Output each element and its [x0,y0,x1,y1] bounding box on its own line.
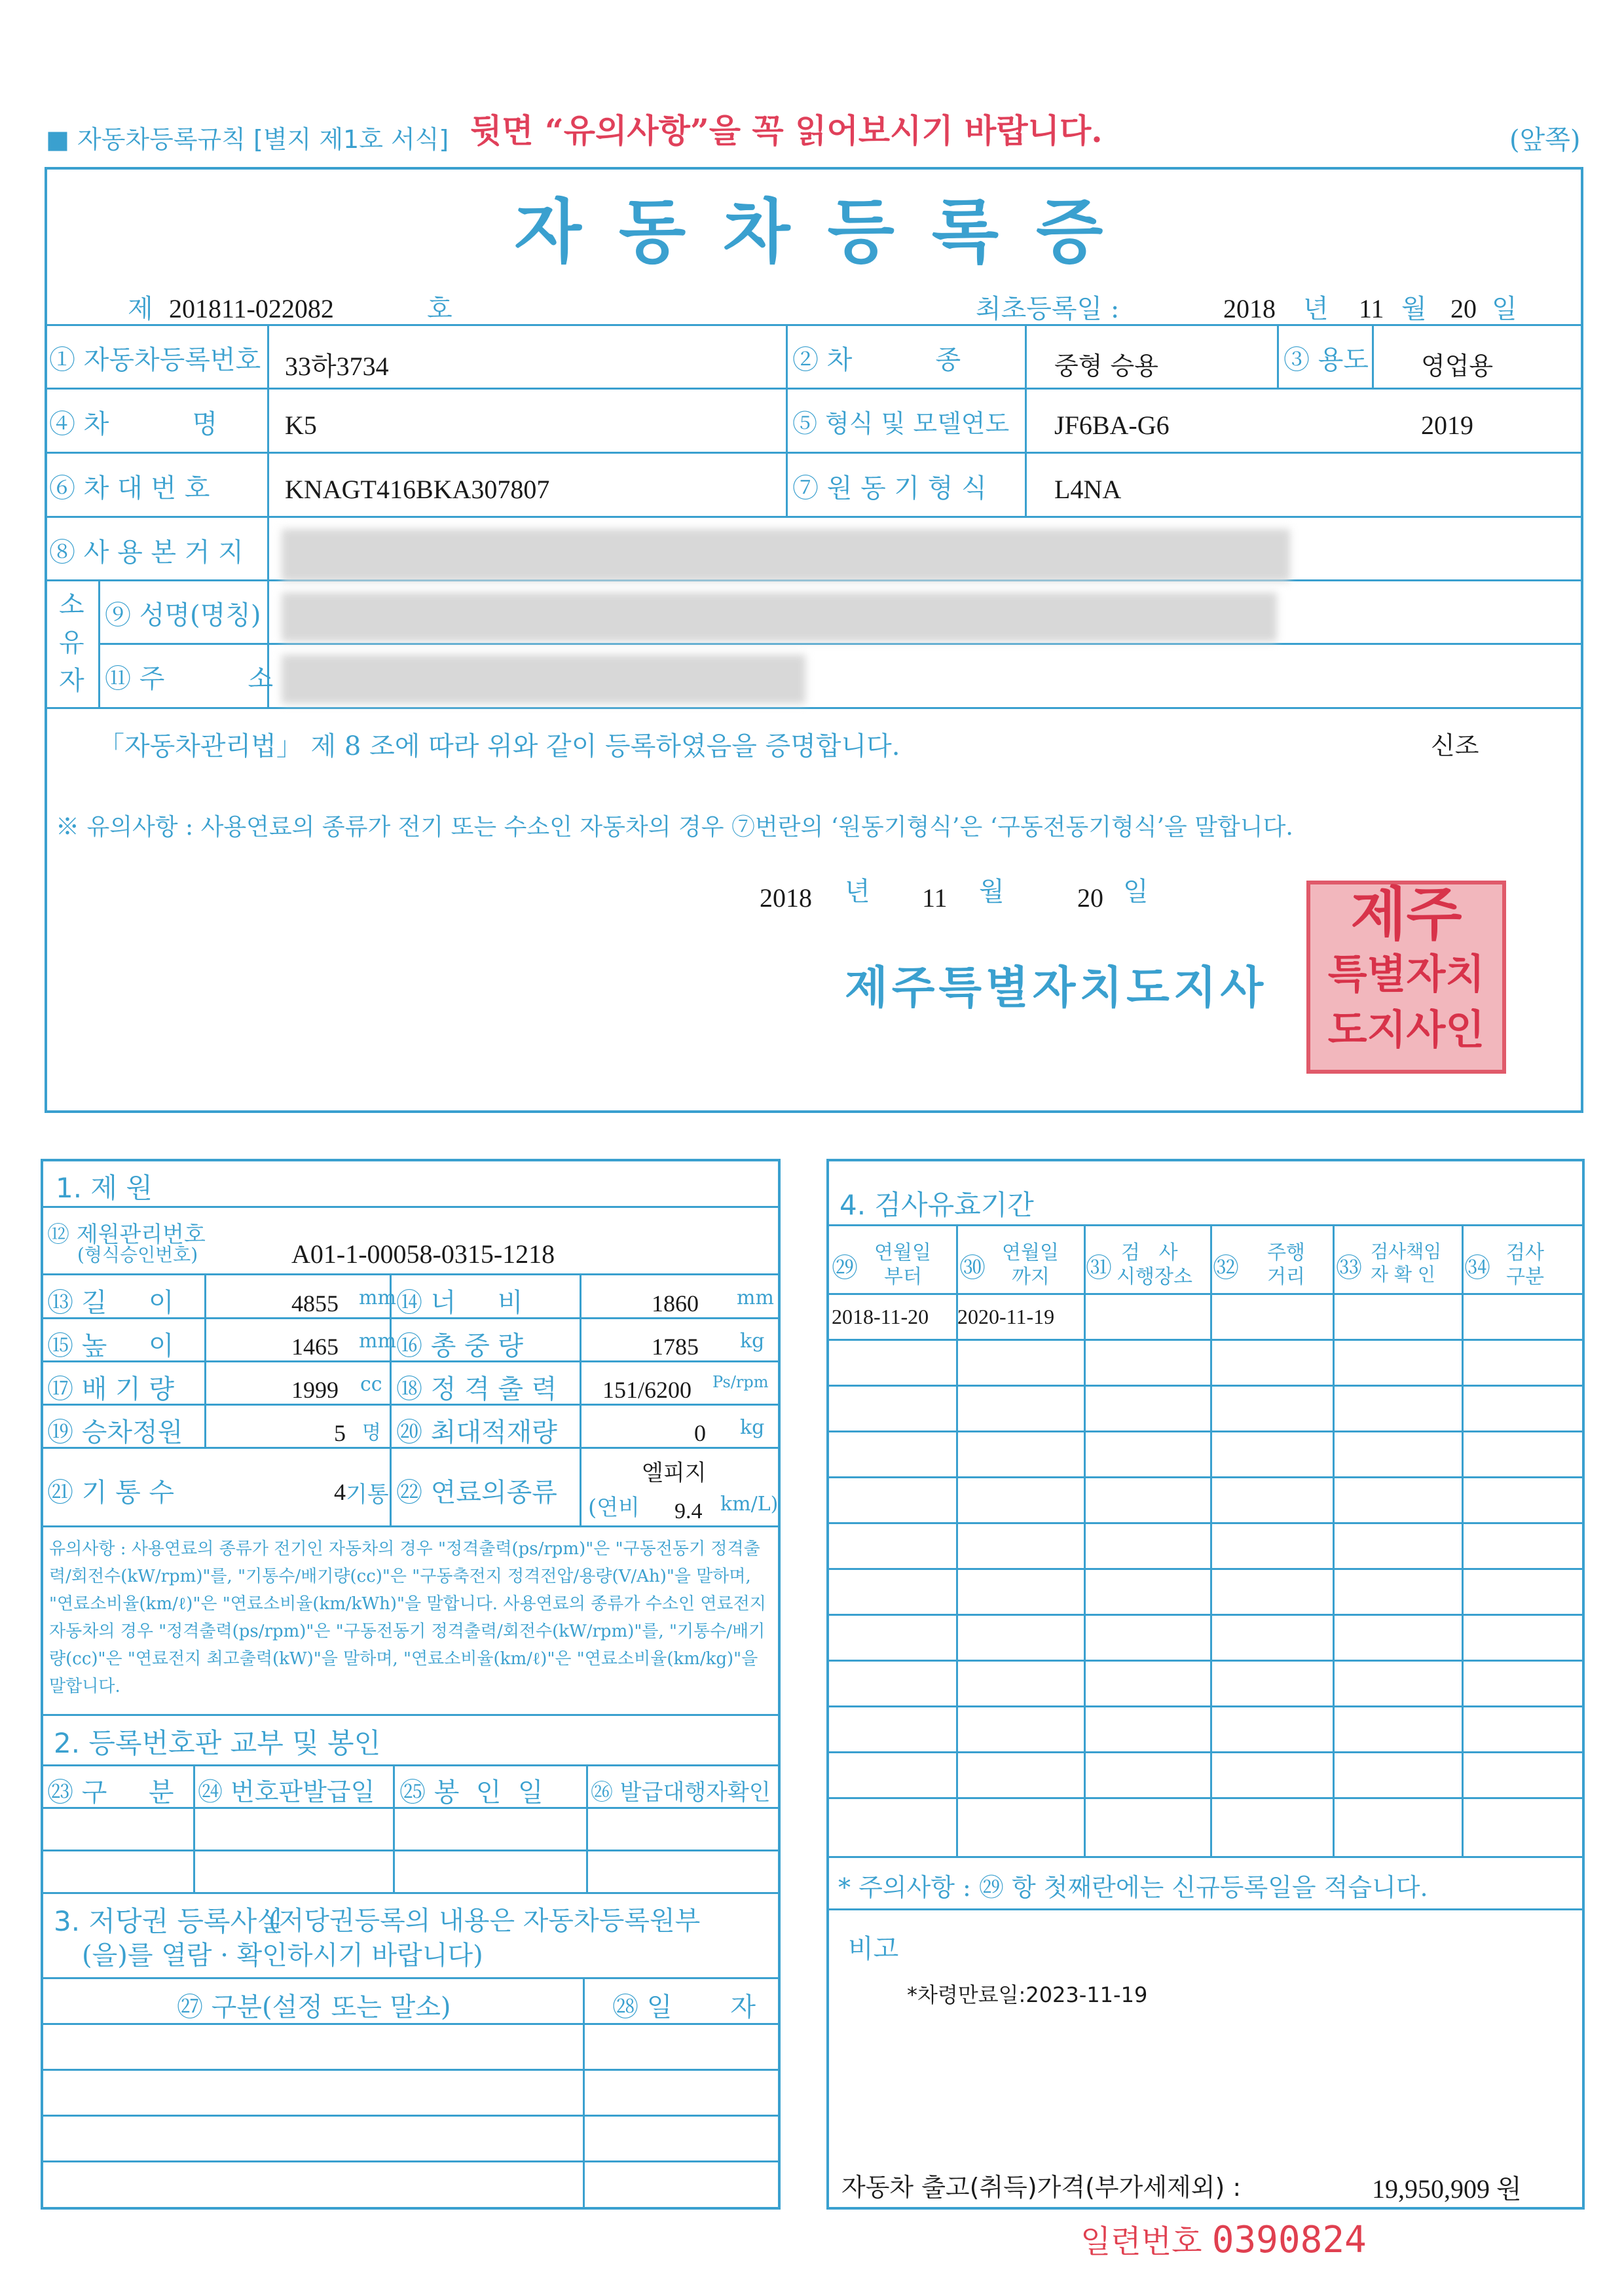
inspector-header-line1: 검사책임 [1371,1241,1442,1262]
owner-name-label: ⑨ 성명(명칭) [105,600,261,630]
length-unit: mm [359,1286,396,1309]
serial-number [1080,2216,1367,2261]
rated-power-label: ⑱ 정 격 출 력 [396,1374,557,1404]
length-label: ⑬ 길 이 [47,1288,174,1318]
issuer-name: 제주특별자치도지사 [845,962,1268,1014]
issue-month: 11 [922,883,948,913]
model-year: 2019 [1421,410,1473,440]
plate-heading: 2. 등록번호판 교부 및 봉인 [54,1727,381,1759]
from-header-line2: 부터 [884,1266,922,1288]
registration-number: 201811-022082 [169,294,334,323]
seal-line-3: 도지사인 [1327,1006,1485,1053]
side-label: (앞쪽) [1509,125,1581,155]
max-load-label: ⑳ 최대적재량 [396,1417,557,1448]
plate-issue-date-header: ㉔ 번호판발급일 [198,1777,375,1806]
specs-note: 유의사항 : 사용연료의 종류가 전기인 자동차의 경우 "정격출력(ps/rpm)"은 "구동전동기 정격출력/회전수(kW/rpm)"를, "기통수/배기량(cc)"은 "구동축전지 정격전압/용량(V/Ah)"을 말하며, "연료소비율(km/ℓ)"은 "연료소비율(km/kWh)"을 말합니다. 사용연료의 종류가 수소인 연료전지자동차의 경우 "정격출력(ps/rpm)"은 "구동전동기 정격출력/회전수(kW/rpm)"를, "기통수/배기량(cc)"은 "연료전지 최고출력(kW)"을 말하며, "연료소비율(km/ℓ)"은 "연료소비율(km/kg)"을 말합니다. [49,1539,766,1696]
inspection-heading: 4. 검사유효기간 [840,1189,1034,1221]
owner-label: 소 유 자 [59,590,84,696]
from-header-line1: 연월일 [874,1241,931,1264]
rated-power: 151/6200 [602,1377,692,1403]
gross-weight: 1785 [652,1334,699,1360]
usage: 영업용 [1421,352,1494,380]
max-load: 0 [694,1420,706,1446]
to-header-line1: 연월일 [1002,1241,1059,1264]
seal-line-2: 특별자치 [1327,950,1485,998]
displacement-label: ⑰ 배 기 량 [47,1374,175,1404]
place-header-line1: 검 사 [1121,1241,1178,1264]
vehicle-reg-no-label: ① 자동차등록번호 [49,345,261,375]
issue-day-unit: 일 [1123,877,1149,907]
rated-power-unit: Ps/rpm [712,1373,769,1391]
plate-category-header: ㉓ 구 분 [47,1777,174,1808]
inspection-to-date: 2020-11-19 [957,1305,1055,1328]
vehicle-price: 19,950,909 원 [1372,2174,1522,2204]
usage-label: ③ 용도 [1283,345,1369,375]
document-title: 자 동 차 등 록 증 [514,191,1110,272]
mortgage-note-1: (저당권등록의 내용은 자동차등록원부 [268,1906,701,1936]
official-seal [1306,881,1506,1074]
fuel-type: 엘피지 [642,1460,707,1486]
inspection-type-header-line1: 검사 [1506,1241,1544,1264]
mortgage-date-header: ㉘ 일 자 [612,1992,756,2022]
redacted-base-address [282,529,1290,581]
issue-year: 2018 [760,883,812,913]
serial-label: 일련번호 [1080,2223,1202,2260]
issue-day: 20 [1077,883,1103,913]
spec-mgmt-no-label: ⑫ 제원관리번호 [47,1222,206,1248]
from-header-num: ㉙ [832,1253,858,1283]
fuel-type-label: ㉒ 연료의종류 [396,1478,557,1508]
vin-label: ⑥ 차 대 번 호 [49,473,210,503]
redacted-owner-name [282,592,1277,642]
first-reg-day: 20 [1450,294,1477,323]
mileage-header-line1: 주행 [1267,1241,1305,1264]
fuel-efficiency-unit: km/L) [720,1493,779,1516]
spec-mgmt-no: A01-1-00058-0315-1218 [291,1239,555,1269]
mortgage-note-2: (을)를 열람 · 확인하시기 바랍니다) [82,1941,483,1971]
agent-confirm-header: ㉖ 발급대행자확인 [591,1779,771,1806]
gross-weight-label: ⑯ 총 중 량 [396,1331,524,1361]
base-address-label: ⑧ 사 용 본 거 지 [49,538,244,568]
width-label: ⑭ 너 비 [396,1288,523,1318]
cylinders: 4 [334,1479,346,1505]
owner-address-label: ⑪ 주 소 [105,664,274,694]
fuel-efficiency: 9.4 [674,1499,703,1523]
form-reference: ■ 자동차등록규칙 [별지 제1호 서식] [46,125,449,154]
serial-value: 0390824 [1211,2219,1367,2261]
displacement: 1999 [291,1377,339,1403]
reg-no-prefix: 제 [128,294,153,324]
model-type: JF6BA-G6 [1054,410,1170,440]
length: 4855 [291,1290,339,1317]
vehicle-name-label: ④ 차 명 [49,409,218,439]
certification-text: 「자동차관리법」 제 8 조에 따라 위와 같이 등록하였음을 증명합니다. [98,731,900,761]
mileage-header-num: ㉜ [1213,1253,1239,1283]
inspection-type-header-line2: 구분 [1506,1266,1544,1288]
reg-no-suffix: 호 [427,294,452,324]
vehicle-reg-no: 33하3734 [285,352,389,381]
engine-type: L4NA [1054,475,1122,504]
height-label: ⑮ 높 이 [47,1331,174,1361]
width: 1860 [652,1290,699,1317]
vehicle-type: 중형 승용 [1054,352,1158,380]
first-reg-month: 11 [1359,294,1384,323]
engine-label: ⑦ 원 동 기 형 식 [792,473,987,503]
width-unit: mm [737,1286,774,1309]
header-notice: 뒷면 “유의사항”을 꼭 읽어보시기 바랍니다. [470,111,1103,150]
issue-month-unit: 월 [979,877,1005,907]
inspector-header-line2: 자 확 인 [1371,1264,1435,1285]
inspector-header-num: ㉝ [1336,1253,1362,1283]
spec-approval-label: (형식승인번호) [77,1244,198,1266]
price-label: 자동차 출고(취득)가격(부가세제외) : [841,2173,1242,2202]
vehicle-type-label: ② 차 종 [792,345,961,375]
inspection-note: * 주의사항 : ㉙ 항 첫째란에는 신규등록일을 적습니다. [838,1873,1428,1902]
first-reg-year-unit: 년 [1303,294,1329,324]
fuel-efficiency-label: (연비 [588,1495,640,1521]
first-reg-day-unit: 일 [1492,294,1517,324]
seating: 5 [334,1420,346,1446]
height: 1465 [291,1334,339,1360]
seal-date-header: ㉕ 봉 인 일 [399,1777,544,1808]
cylinders-label: ㉑ 기 통 수 [47,1478,175,1508]
height-unit: mm [359,1330,396,1353]
seal-line-1: 제주 [1350,881,1462,948]
remarks-label: 비고 [848,1934,899,1964]
inspection-from-date: 2018-11-20 [832,1305,929,1328]
inspection-frame [826,1159,1585,2210]
cylinders-unit: 기통 [346,1482,389,1508]
place-header-line2: 시행장소 [1116,1266,1192,1288]
to-header-line2: 까지 [1012,1266,1050,1288]
inspection-type-header-num: ㉞ [1464,1253,1490,1283]
certification-note: ※ 유의사항 : 사용연료의 종류가 전기 또는 수소인 자동차의 경우 ⑦번란의 ‘원동기형식’은 ‘구동전동기형식’을 말합니다. [56,814,1293,841]
issue-year-unit: 년 [845,877,870,907]
seating-unit: 명 [362,1421,381,1444]
gross-weight-unit: kg [740,1330,765,1353]
first-reg-month-unit: 월 [1401,294,1427,324]
first-reg-year: 2018 [1223,294,1276,323]
redacted-owner-address [282,655,805,704]
registration-type: 신조 [1431,731,1479,760]
vin: KNAGT416BKA307807 [285,475,550,504]
displacement-unit: cc [360,1373,382,1396]
seating-label: ⑲ 승차정원 [47,1417,183,1448]
mortgage-heading: 3. 저당권 등록사실 [54,1905,284,1937]
mileage-header-line2: 거리 [1267,1266,1305,1288]
model-label: ⑤ 형식 및 모델연도 [792,409,1010,438]
place-header-num: ㉛ [1086,1253,1112,1283]
mortgage-category-header: ㉗ 구분(설정 또는 말소) [177,1992,451,2022]
vehicle-age-expiry: *차령만료일:2023-11-19 [907,1982,1148,2007]
vehicle-name: K5 [285,410,317,440]
first-reg-label: 최초등록일 : [976,294,1120,324]
to-header-num: ㉚ [959,1253,986,1283]
max-load-unit: kg [740,1416,765,1439]
specs-heading: 1. 제 원 [56,1172,153,1204]
